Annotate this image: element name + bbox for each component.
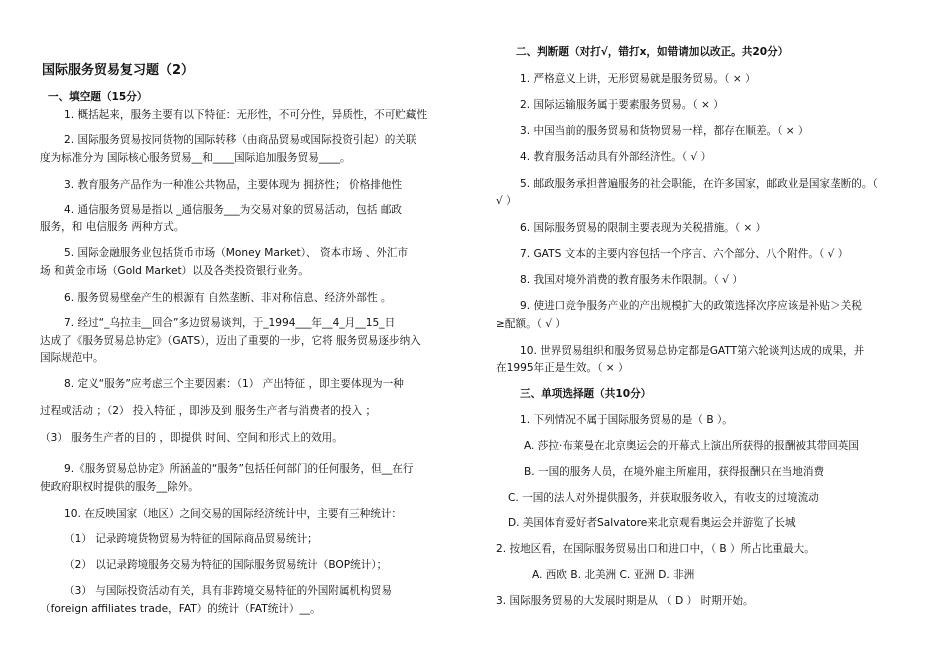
fill-q7-line3: 国际规范中。 xyxy=(40,352,104,364)
fill-q2-line1: 2. 国际服务贸易按同货物的国际转移（由商品贸易或国际投资引起）的关联 xyxy=(64,134,417,146)
fill-q9-line2: 使政府职权时提供的服务__除外。 xyxy=(40,481,199,493)
tf-q8: 8. 我国对境外消费的教育服务未作限制。（ √ ） xyxy=(520,274,743,286)
tf-q10-line2: 在1995年正是生效。（ × ） xyxy=(496,362,629,374)
fill-q5-line2: 场 和黄金市场（Gold Market）以及各类投资银行业务。 xyxy=(40,265,309,277)
fill-q8-line2: 过程或活动 ；（2） 投入特征 ，即涉及到 服务生产者与消费者的投入 ； xyxy=(40,405,377,417)
mc-q1-option-d: D. 美国体育爱好者Salvatore来北京观看奥运会并游览了长城 xyxy=(508,517,796,529)
tf-q1: 1. 严格意义上讲，无形贸易就是服务贸易。（ × ） xyxy=(520,73,756,85)
fill-q10-intro: 10. 在反映国家（地区）之间交易的国际经济统计中，主要有三种统计： xyxy=(64,508,403,520)
fill-q1: 1. 概括起来，服务主要有以下特征：无形性，不可分性，异质性，不可贮藏性 xyxy=(64,109,428,121)
fill-q10-item3-line1: （3） 与国际投资活动有关，具有非跨境交易特征的外国附属机构贸易 xyxy=(64,585,392,597)
fill-q5-line1: 5. 国际金融服务业包括货币市场（Money Market）、 资本市场 、外汇市 xyxy=(64,247,409,259)
fill-q10-item3-line2: （foreign affiliates trade，FAT）的统计（FAT统计）__。 xyxy=(40,603,321,615)
fill-q9-line1: 9.《服务贸易总协定》所涵盖的“服务”包括任何部门的任何服务，但__在行 xyxy=(64,463,414,475)
tf-q6: 6. 国际服务贸易的限制主要表现为关税措施。（ × ） xyxy=(520,222,767,234)
section-true-false-heading: 二、判断题（对打√，错打x，如错请加以改正。共20分） xyxy=(516,46,789,58)
fill-q10-item2: （2） 以记录跨境服务交易为特征的国际服务贸易统计（BOP统计）； xyxy=(64,559,388,571)
fill-q10-item1: （1） 记录跨境货物贸易为特征的国际商品贸易统计； xyxy=(64,533,318,545)
fill-q7-line1: 7. 经过“_乌拉圭__回合”多边贸易谈判，于_1994___年__4_月__15_日 xyxy=(64,317,396,329)
section-multiple-choice-heading: 三、单项选择题（共10分） xyxy=(520,388,652,400)
tf-q7: 7. GATS 文本的主要内容包括一个序言、六个部分、八个附件。（ √ ） xyxy=(520,248,849,260)
fill-q3: 3. 教育服务产品作为一种准公共物品，主要体现为 拥挤性； 价格排他性 xyxy=(64,179,403,191)
mc-q1-option-a: A. 莎拉·布莱曼在北京奥运会的开幕式上演出所获得的报酬被其带回英国 xyxy=(524,440,859,452)
fill-q4-line2: 服务，和 电信服务 两种方式。 xyxy=(40,221,185,233)
fill-q8-line1: 8. 定义“服务”应考虑三个主要因素：（1） 产出特征 ，即主要体现为一种 xyxy=(64,378,404,390)
tf-q10-line1: 10. 世界贸易组织和服务贸易总协定都是GATT第六轮谈判达成的成果，并 xyxy=(520,345,865,357)
tf-q5-line1: 5. 邮政服务承担普遍服务的社会职能，在许多国家，邮政业是国家垄断的。（ xyxy=(520,178,878,190)
fill-q6: 6. 服务贸易壁垒产生的根源有 自然垄断、非对称信息、经济外部性 。 xyxy=(64,292,392,304)
tf-q9-line2: ≥配额。（ √ ） xyxy=(496,318,567,330)
mc-q3: 3. 国际服务贸易的大发展时期是从 （ D ） 时期开始。 xyxy=(496,595,754,607)
mc-q1-option-c: C. 一国的法人对外提供服务，并获取服务收入，有收支的过境流动 xyxy=(508,492,819,504)
mc-q1: 1. 下列情况不属于国际服务贸易的是（ B ）。 xyxy=(520,414,733,426)
mc-q2-options: A. 西欧 B. 北美洲 C. 亚洲 D. 非洲 xyxy=(532,569,695,581)
fill-q4-line1: 4. 通信服务贸易是指以 _通信服务___为交易对象的贸易活动，包括 邮政 xyxy=(64,204,403,216)
fill-q8-line3: （3） 服务生产者的目的 ，即提供 时间、空间和形式上的效用。 xyxy=(40,432,343,444)
fill-q2-line2: 度为标准分为 国际核心服务贸易__和____国际追加服务贸易____。 xyxy=(40,152,351,164)
doc-title: 国际服务贸易复习题（2） xyxy=(42,63,195,78)
tf-q9-line1: 9. 使进口竞争服务产业的产出规模扩大的政策选择次序应该是补贴＞关税 xyxy=(520,300,862,312)
tf-q5-line2: √ ） xyxy=(496,195,517,207)
fill-q7-line2: 达成了《服务贸易总协定》（GATS），迈出了重要的一步，它将 服务贸易逐步纳入 xyxy=(40,335,421,347)
tf-q3: 3. 中国当前的服务贸易和货物贸易一样，都存在顺差。（ × ） xyxy=(520,125,809,137)
mc-q2: 2. 按地区看，在国际服务贸易出口和进口中，（ B ）所占比重最大。 xyxy=(496,543,815,555)
tf-q4: 4. 教育服务活动具有外部经济性。（ √ ） xyxy=(520,151,712,163)
tf-q2: 2. 国际运输服务属于要素服务贸易。（ × ） xyxy=(520,99,724,111)
mc-q1-option-b: B. 一国的服务人员，在境外雇主所雇用，获得报酬只在当地消费 xyxy=(524,466,825,478)
section-fill-blank-heading: 一、填空题（15分） xyxy=(48,91,148,103)
